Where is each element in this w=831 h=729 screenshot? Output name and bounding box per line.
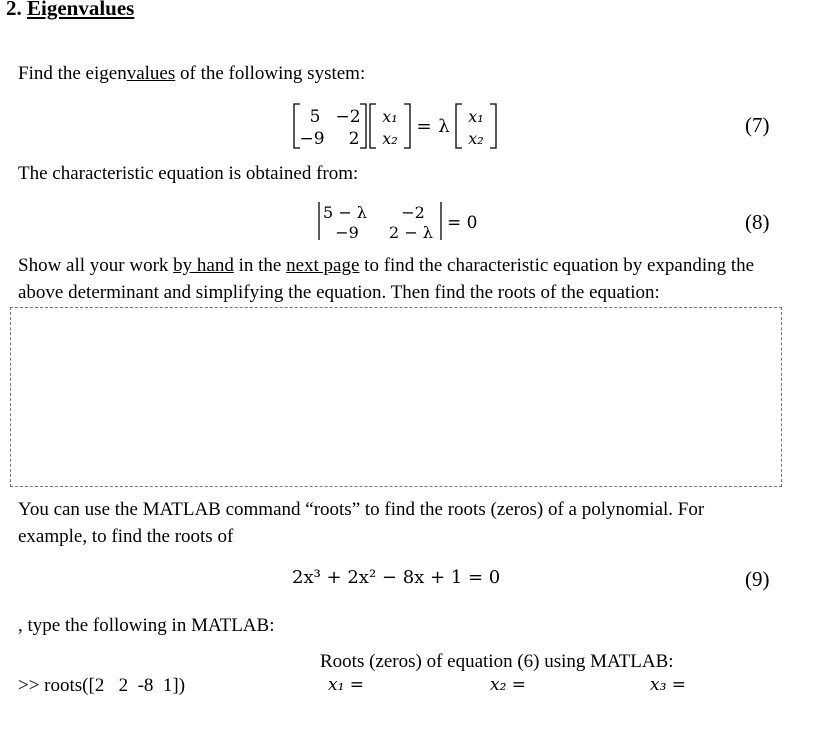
equation-8-number: (8)	[745, 210, 770, 234]
characteristic-intro: The characteristic equation is obtained from:	[18, 163, 359, 184]
equation-7	[270, 98, 510, 154]
matrix-a11: 5	[309, 107, 321, 127]
roots-label: Roots (zeros) of equation (6) using MATLAB:	[320, 651, 674, 672]
section-number: 2.	[6, 0, 22, 20]
instructions-text	[18, 252, 778, 306]
equation-7-number: (7)	[745, 113, 770, 137]
matrix-a22: 2	[348, 129, 360, 149]
det-a21: −9	[335, 223, 359, 242]
instr-t1: Show all your work	[18, 255, 174, 276]
matrix-right-bracket	[360, 104, 366, 148]
intro-before: Find the eigen	[18, 63, 127, 84]
matlab-command: >> roots([2 2 -8 1])	[18, 675, 186, 696]
root-x1: x₁ =	[328, 675, 365, 695]
intro-underlined: values	[126, 63, 176, 84]
vector-left-x1: x₁	[382, 107, 398, 126]
intro-after: of the following system:	[175, 63, 366, 84]
vector-right-open	[456, 104, 462, 148]
instr-t3: to find the characteristic equation by expanding the above determinant and simplifying the equation. Then find the roots of the equation:	[18, 255, 755, 303]
vector-right-x2: x₂	[468, 129, 484, 148]
section-title: Eigenvalues	[27, 0, 135, 20]
matlab-intro-text: You can use the MATLAB command “roots” to find the roots (zeros) of a polynomial. For example, to find the roots of	[18, 499, 705, 547]
answer-box[interactable]	[10, 307, 782, 487]
equals-sign: =	[416, 116, 432, 137]
det-rhs: = 0	[447, 213, 478, 233]
root-x3: x₃ =	[650, 675, 687, 695]
vector-left-x2: x₂	[382, 129, 398, 148]
matrix-a21: −9	[299, 129, 325, 149]
instr-t2: in the	[233, 255, 287, 276]
instr-by-hand: by hand	[173, 255, 234, 276]
lambda-symbol: λ	[438, 116, 450, 137]
equation-9-number: (9)	[745, 567, 770, 591]
det-a22: 2 − λ	[389, 223, 433, 242]
intro-text	[18, 60, 365, 87]
instr-next-page: next page	[286, 255, 360, 276]
root-x2: x₂ =	[490, 675, 527, 695]
matrix-a12: −2	[335, 107, 361, 127]
det-a12: −2	[401, 203, 425, 222]
section-heading	[6, 0, 134, 21]
vector-right-close	[490, 104, 496, 148]
equation-9: 2x³ + 2x² − 8x + 1 = 0	[292, 567, 501, 588]
vector-right-x1: x₁	[468, 107, 484, 126]
det-a11: 5 − λ	[323, 203, 367, 222]
vector-left-close	[404, 104, 410, 148]
equation-8	[305, 196, 495, 246]
type-following-text: , type the following in MATLAB:	[18, 615, 275, 636]
vector-left-open	[370, 104, 376, 148]
